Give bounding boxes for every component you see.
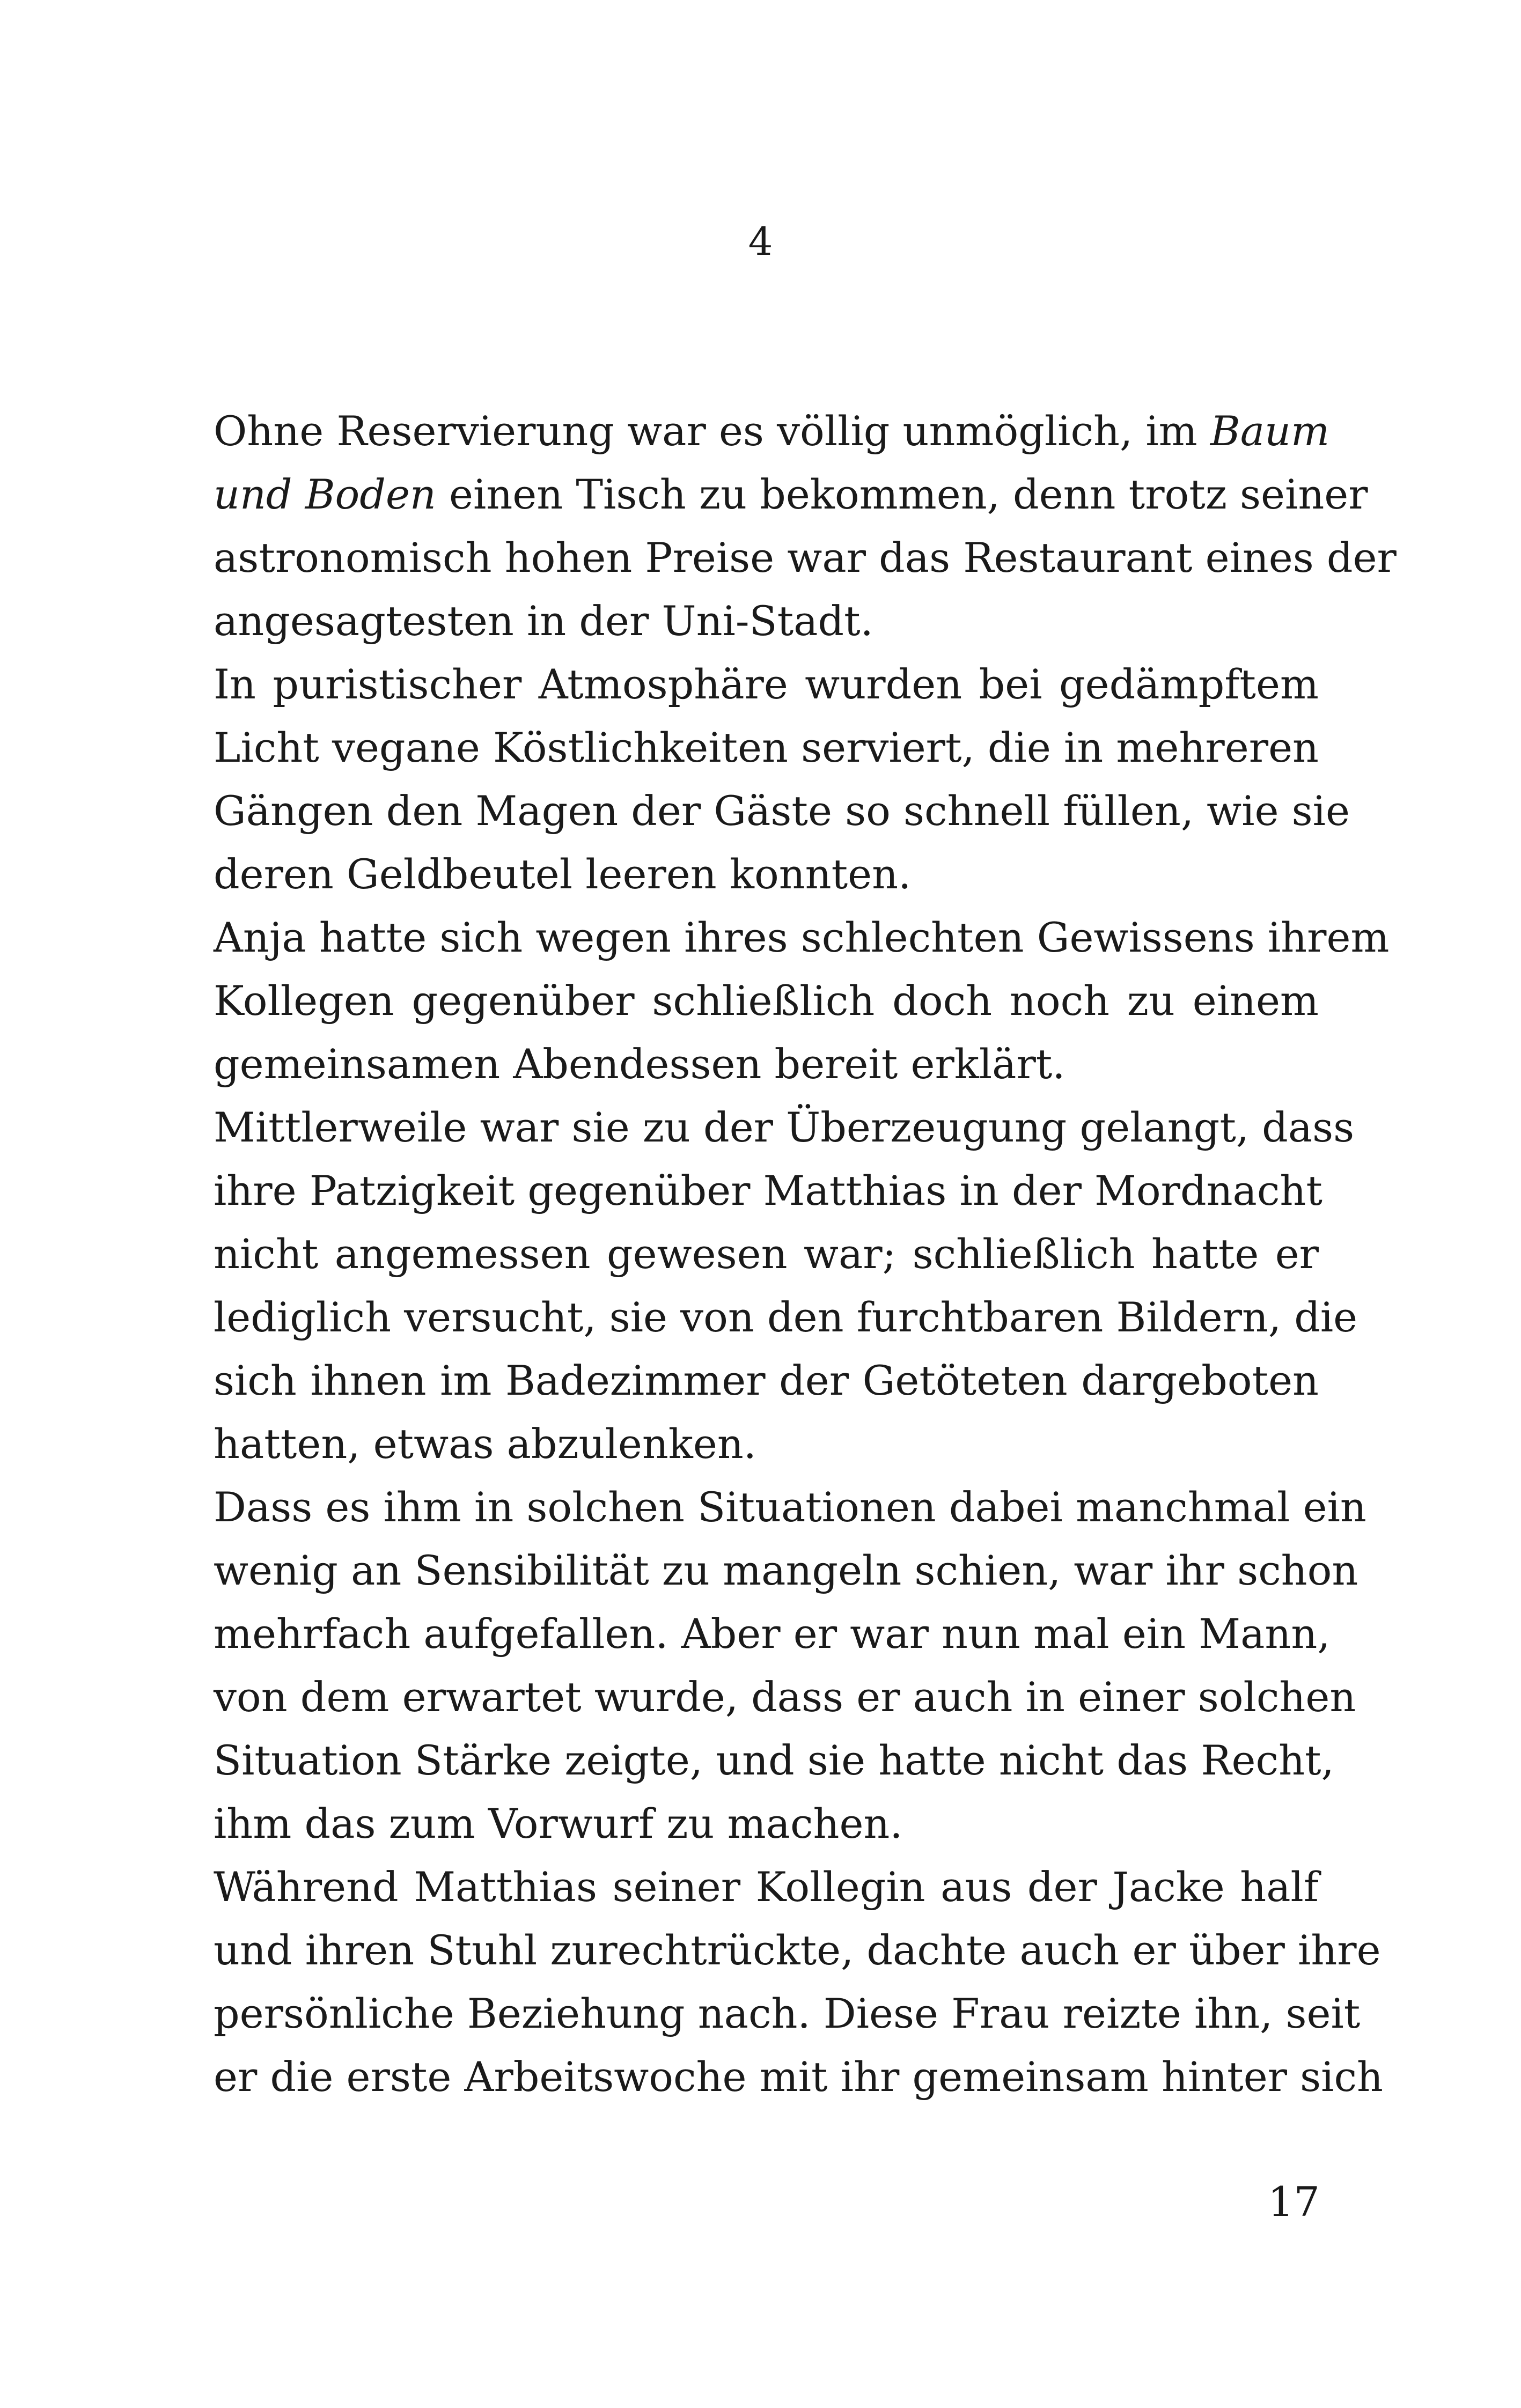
text-segment: Situation Stärke zeigte, und sie hatte nicht das Recht, <box>214 1736 1334 1784</box>
text-segment: Gängen den Magen der Gäste so schnell füllen, wie sie <box>214 787 1350 835</box>
text-line <box>214 1412 1319 1476</box>
text-line <box>214 1159 1322 1223</box>
text-segment: gemeinsamen Abendessen bereit erklärt. <box>214 1040 1066 1088</box>
body-text <box>214 400 1397 2109</box>
text-line <box>214 1223 1319 1286</box>
text-line <box>214 1919 1381 1982</box>
text-line <box>214 843 1319 906</box>
page-number: 17 <box>1268 2178 1320 2226</box>
text-segment: ihre Patzigkeit gegenüber Matthias in der Mordnacht <box>214 1167 1322 1214</box>
text-line <box>214 779 1350 843</box>
text-segment: persönliche Beziehung nach. Diese Frau reizte ihn, seit <box>214 1990 1361 2037</box>
text-segment: astronomisch hohen Preise war das Restaurant eines der <box>214 534 1397 581</box>
text-segment: nicht angemessen gewesen war; schließlich hatte er <box>214 1230 1319 1278</box>
text-segment: ihm das zum Vorwurf zu machen. <box>214 1800 903 1847</box>
text-segment: sich ihnen im Badezimmer der Getöteten dargeboten <box>214 1357 1319 1404</box>
text-segment: In puristischer Atmosphäre wurden bei gedämpftem <box>214 660 1319 708</box>
text-segment: Ohne Reservierung war es völlig unmöglich, im <box>214 407 1210 455</box>
italic-text-segment: und Boden <box>214 470 436 518</box>
text-line <box>214 1792 1319 1855</box>
text-line <box>214 653 1319 716</box>
text-line <box>214 1855 1319 1919</box>
text-line <box>214 1602 1331 1666</box>
text-line <box>214 1096 1355 1159</box>
text-line <box>214 1286 1358 1349</box>
text-segment: Kollegen gegenüber schließlich doch noch zu einem <box>214 977 1319 1025</box>
chapter-number: 4 <box>748 219 773 264</box>
text-segment: deren Geldbeutel leeren konnten. <box>214 850 912 898</box>
text-line <box>214 1476 1366 1539</box>
text-line <box>214 1349 1319 1412</box>
text-line <box>214 1539 1358 1602</box>
text-segment: Mittlerweile war sie zu der Überzeugung gelangt, dass <box>214 1103 1355 1151</box>
text-line <box>214 463 1368 526</box>
text-line <box>214 1982 1361 2045</box>
text-line <box>214 1666 1356 1729</box>
text-line <box>214 526 1397 590</box>
text-segment: Während Matthias seiner Kollegin aus der Jacke half <box>214 1863 1319 1911</box>
text-segment: einen Tisch zu bekommen, denn trotz seiner <box>436 470 1368 518</box>
text-line <box>214 1033 1319 1096</box>
text-segment: und ihren Stuhl zurechtrückte, dachte auch er über ihre <box>214 1926 1381 1974</box>
text-segment: lediglich versucht, sie von den furchtbaren Bildern, die <box>214 1293 1358 1341</box>
text-segment: wenig an Sensibilität zu mangeln schien, war ihr schon <box>214 1547 1358 1594</box>
text-segment: hatten, etwas abzulenken. <box>214 1420 756 1468</box>
text-segment: Dass es ihm in solchen Situationen dabei manchmal ein <box>214 1483 1366 1531</box>
text-line <box>214 400 1330 463</box>
text-segment: angesagtesten in der Uni-Stadt. <box>214 597 873 645</box>
text-line <box>214 590 1319 653</box>
text-line <box>214 969 1319 1033</box>
text-line <box>214 906 1390 969</box>
text-segment: mehrfach aufgefallen. Aber er war nun mal ein Mann, <box>214 1610 1331 1658</box>
text-segment: von dem erwartet wurde, dass er auch in einer solchen <box>214 1673 1356 1721</box>
text-segment: Anja hatte sich wegen ihres schlechten Gewissens ihrem <box>214 914 1390 961</box>
text-line <box>214 716 1319 779</box>
text-line <box>214 2045 1383 2109</box>
text-segment: Licht vegane Köstlichkeiten serviert, die in mehreren <box>214 724 1319 771</box>
italic-text-segment: Baum <box>1210 407 1330 455</box>
text-segment: er die erste Arbeitswoche mit ihr gemeinsam hinter sich <box>214 2053 1383 2101</box>
text-line <box>214 1729 1334 1792</box>
